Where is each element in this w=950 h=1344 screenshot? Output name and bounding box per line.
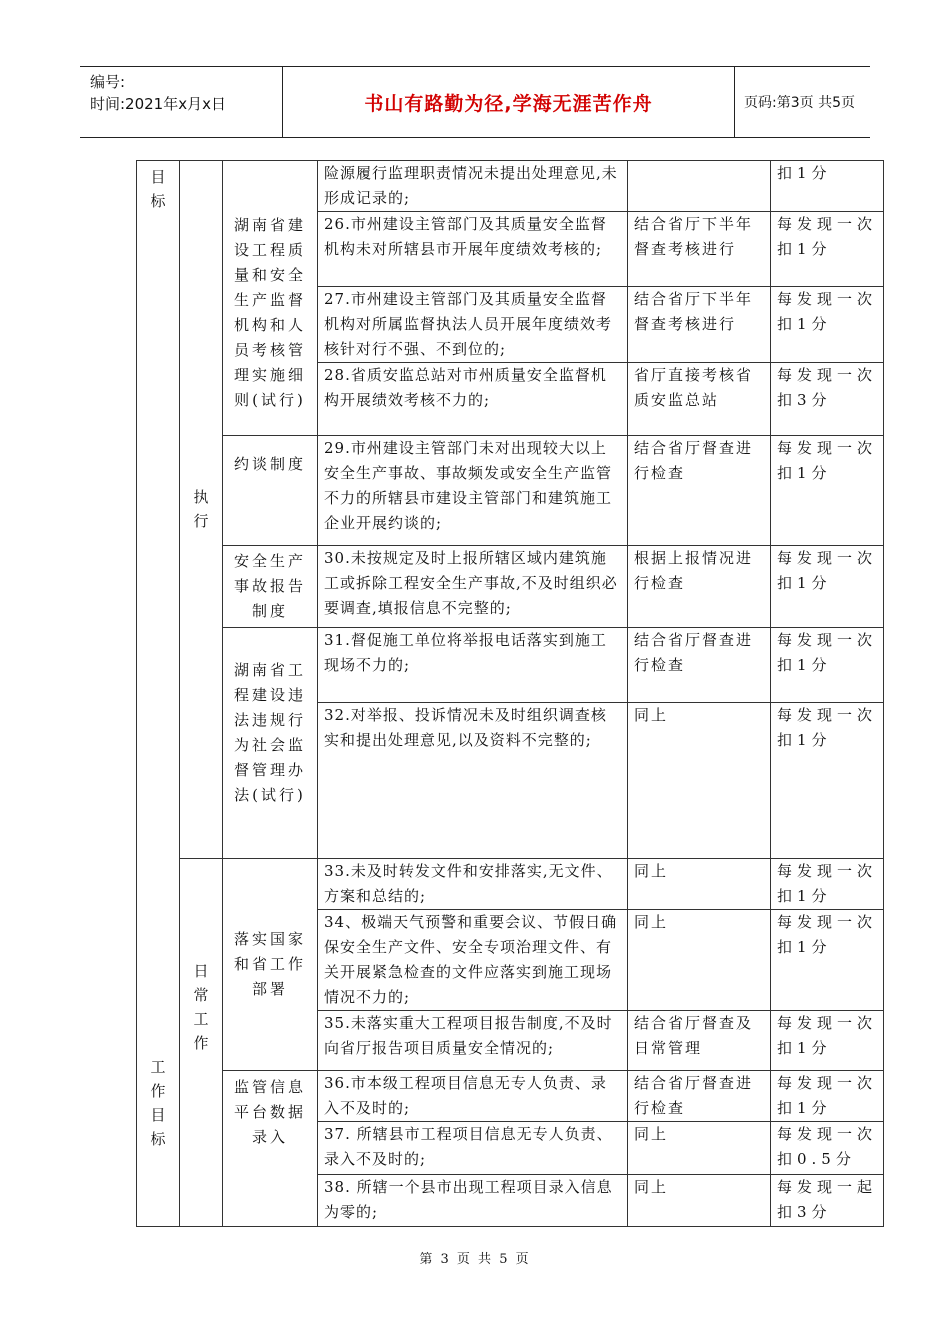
category-label: 安全生产事故报告制度 — [233, 552, 306, 620]
assessment-table — [136, 160, 884, 1227]
category-cell — [223, 161, 318, 436]
table-row — [137, 628, 884, 703]
method-cell: 结合省厅督查进行检查 — [628, 1071, 771, 1122]
item-cell: 34、极端天气预警和重要会议、节假日确保安全生产文件、安全专项治理文件、有关开展紧急检查的文件应落实到施工现场情况不力的; — [318, 910, 628, 1011]
points-cell: 每发现一次扣1分 — [771, 1011, 884, 1071]
method-cell: 同上 — [628, 859, 771, 910]
category-cell — [223, 436, 318, 546]
category-cell — [223, 628, 318, 859]
category-label: 约谈制度 — [233, 455, 306, 473]
time-label: 时间:2021年x月x日 — [90, 95, 226, 113]
points-cell: 扣1分 — [771, 161, 884, 212]
method-cell: 结合省厅下半年督查考核进行 — [628, 287, 771, 363]
table-row — [137, 859, 884, 910]
category-label: 湖南省工程建设违法违规行为社会监督管理办法(试行) — [233, 661, 306, 804]
daily-label: 日常工作 — [193, 962, 209, 1052]
page-header — [80, 66, 870, 138]
item-cell: 32.对举报、投诉情况未及时组织调查核实和提出处理意见,以及资料不完整的; — [318, 703, 628, 859]
points-cell: 每发现一次扣1分 — [771, 910, 884, 1011]
method-cell: 根据上报情况进行检查 — [628, 546, 771, 628]
daily-cell — [180, 859, 223, 1227]
table-row — [137, 546, 884, 628]
method-cell: 结合省厅督查进行检查 — [628, 628, 771, 703]
number-label: 编号: — [90, 73, 126, 91]
table-row — [137, 1071, 884, 1122]
page-footer — [0, 1248, 950, 1267]
item-cell: 35.未落实重大工程项目报告制度,不及时向省厅报告项目质量安全情况的; — [318, 1011, 628, 1071]
item-cell: 27.市州建设主管部门及其质量安全监督机构对所属监督执法人员开展年度绩效考核针对行不强、不到位的; — [318, 287, 628, 363]
table-row — [137, 436, 884, 546]
exec-label: 执行 — [193, 488, 209, 530]
item-cell: 33.未及时转发文件和安排落实,无文件、方案和总结的; — [318, 859, 628, 910]
points-cell: 每发现一次扣1分 — [771, 436, 884, 546]
footer-page-number: 第 3 页 共 5 页 — [419, 1252, 531, 1267]
points-cell: 每发现一次扣1分 — [771, 703, 884, 859]
table-row — [137, 161, 884, 212]
item-cell: 31.督促施工单位将举报电话落实到施工现场不力的; — [318, 628, 628, 703]
category-cell — [223, 859, 318, 1071]
category-label: 监管信息平台数据录入 — [233, 1078, 306, 1146]
category-label: 湖南省建设工程质量和安全生产监督机构和人员考核管理实施细则(试行) — [233, 216, 306, 409]
points-cell: 每发现一次扣3分 — [771, 363, 884, 436]
method-cell: 同上 — [628, 910, 771, 1011]
motto-text: 书山有路勤为径,学海无涯苦作舟 — [364, 92, 653, 115]
method-cell: 同上 — [628, 1122, 771, 1175]
item-cell: 26.市州建设主管部门及其质量安全监督机构未对所辖县市开展年度绩效考核的; — [318, 212, 628, 287]
method-cell: 结合省厅督查及日常管理 — [628, 1011, 771, 1071]
points-cell: 每发现一次扣1分 — [771, 859, 884, 910]
points-cell: 每发现一次扣1分 — [771, 546, 884, 628]
category-cell — [223, 1071, 318, 1227]
method-cell: 同上 — [628, 1175, 771, 1227]
page-info-cell — [734, 67, 870, 137]
item-cell: 36.市本级工程项目信息无专人负责、录入不及时的; — [318, 1071, 628, 1122]
item-cell: 28.省质安监总站对市州质量安全监督机构开展绩效考核不力的; — [318, 363, 628, 436]
category-cell — [223, 546, 318, 628]
points-cell: 每发现一次扣0.5分 — [771, 1122, 884, 1175]
page-info: 页码:第3页 共5页 — [744, 95, 855, 111]
points-cell: 每发现一次扣1分 — [771, 628, 884, 703]
method-cell — [628, 161, 771, 212]
item-cell: 30.未按规定及时上报所辖区域内建筑施工或拆除工程安全生产事故,不及时组织必要调查,填报信息不完整的; — [318, 546, 628, 628]
motto-cell — [282, 67, 735, 137]
category-label: 落实国家和省工作部署 — [233, 930, 306, 998]
method-cell: 结合省厅督查进行检查 — [628, 436, 771, 546]
points-cell: 每发现一次扣1分 — [771, 1071, 884, 1122]
goal-label: 目标 — [150, 168, 166, 210]
points-cell: 每发现一起扣3分 — [771, 1175, 884, 1227]
work-goal-label: 工作目标 — [150, 1058, 166, 1148]
method-cell: 同上 — [628, 703, 771, 859]
item-cell: 险源履行监理职责情况未提出处理意见,未形成记录的; — [318, 161, 628, 212]
points-cell: 每发现一次扣1分 — [771, 287, 884, 363]
method-cell: 结合省厅下半年督查考核进行 — [628, 212, 771, 287]
exec-cell — [180, 161, 223, 859]
method-cell: 省厅直接考核省质安监总站 — [628, 363, 771, 436]
points-cell: 每发现一次扣1分 — [771, 212, 884, 287]
header-meta — [80, 67, 282, 137]
col1-cell — [137, 161, 180, 1227]
item-cell: 37. 所辖县市工程项目信息无专人负责、录入不及时的; — [318, 1122, 628, 1175]
item-cell: 38. 所辖一个县市出现工程项目录入信息为零的; — [318, 1175, 628, 1227]
item-cell: 29.市州建设主管部门未对出现较大以上安全生产事故、事故频发或安全生产监管不力的所辖县市建设主管部门和建筑施工企业开展约谈的; — [318, 436, 628, 546]
